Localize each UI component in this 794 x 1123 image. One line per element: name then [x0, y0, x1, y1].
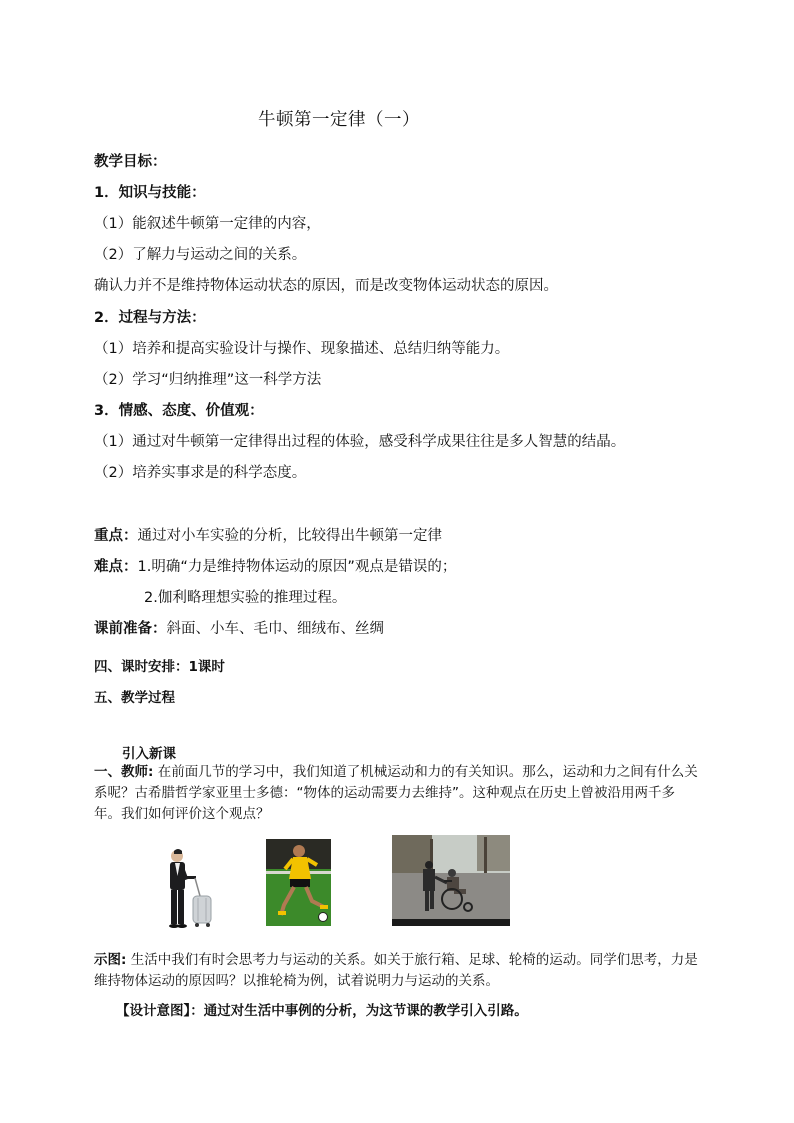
intro-heading: 引入新课: [122, 746, 176, 762]
wheelchair-image: [392, 835, 510, 926]
schedule: 四、课时安排：1课时: [94, 659, 225, 675]
caption-text: 生活中我们有时会思考力与运动的关系。如关于旅行箱、足球、轮椅的运动。同学们思考，力是维持物体运动的原因吗？以推轮椅为例，试着说明力与运动的关系。: [94, 952, 698, 989]
key-point: [94, 524, 442, 545]
difficulty-label: 难点：: [94, 559, 138, 575]
suitcase-man-image: [160, 848, 216, 930]
process-section-heading: 五、教学过程: [94, 690, 175, 706]
intro-text: 在前面几节的学习中，我们知道了机械运动和力的有关知识。那么，运动和力之间有什么关系呢？古希腊哲学家亚里士多德：“物体的运动需要力去维持”。这种观点在历史上曾被沿用两千多年。我们如何评价这个观点？: [94, 764, 698, 822]
page-title: 牛顿第一定律（一）: [258, 110, 420, 130]
emotion-heading: 3．情感、态度、价值观：: [94, 403, 264, 419]
design-intent-text: ：通过对生活中事例的分析，为这节课的教学引入引路。: [190, 1003, 528, 1019]
prep-label: 课前准备：: [94, 621, 167, 637]
process-heading: 2．过程与方法：: [94, 310, 206, 326]
intro-label: 一、教师:: [94, 764, 154, 780]
process-item-2: （2）学习“归纳推理”这一科学方法: [94, 372, 322, 388]
caption-paragraph: [94, 950, 698, 992]
design-intent-label: 【设计意图】: [116, 1003, 191, 1019]
key-point-text: 通过对小车实验的分析，比较得出牛顿第一定律: [137, 528, 442, 544]
intro-paragraph: [94, 762, 698, 825]
knowledge-item-2: （2）了解力与运动之间的关系。: [94, 247, 307, 263]
process-item-1: （1）培养和提高实验设计与操作、现象描述、总结归纳等能力。: [94, 341, 510, 357]
objectives-heading: 教学目标：: [94, 154, 167, 170]
difficulty-item-2: 2.伽利略理想实验的推理过程。: [144, 590, 347, 606]
design-intent: [116, 999, 528, 1019]
knowledge-heading: 1．知识与技能：: [94, 185, 206, 201]
prep: [94, 617, 384, 638]
emotion-item-2: （2）培养实事求是的科学态度。: [94, 465, 307, 481]
difficulty: [94, 555, 456, 576]
prep-text: 斜面、小车、毛巾、细绒布、丝绸: [166, 621, 384, 637]
difficulty-item-1: 1.明确“力是维持物体运动的原因”观点是错误的；: [137, 559, 457, 575]
emotion-item-1: （1）通过对牛顿第一定律得出过程的体验，感受科学成果往往是多人智慧的结晶。: [94, 434, 626, 450]
caption-label: 示图:: [94, 952, 127, 968]
knowledge-item-1: （1）能叙述牛顿第一定律的内容，: [94, 216, 321, 232]
football-player-image: [266, 839, 331, 926]
key-point-label: 重点：: [94, 528, 138, 544]
knowledge-note: 确认力并不是维持物体运动状态的原因，而是改变物体运动状态的原因。: [94, 278, 558, 294]
